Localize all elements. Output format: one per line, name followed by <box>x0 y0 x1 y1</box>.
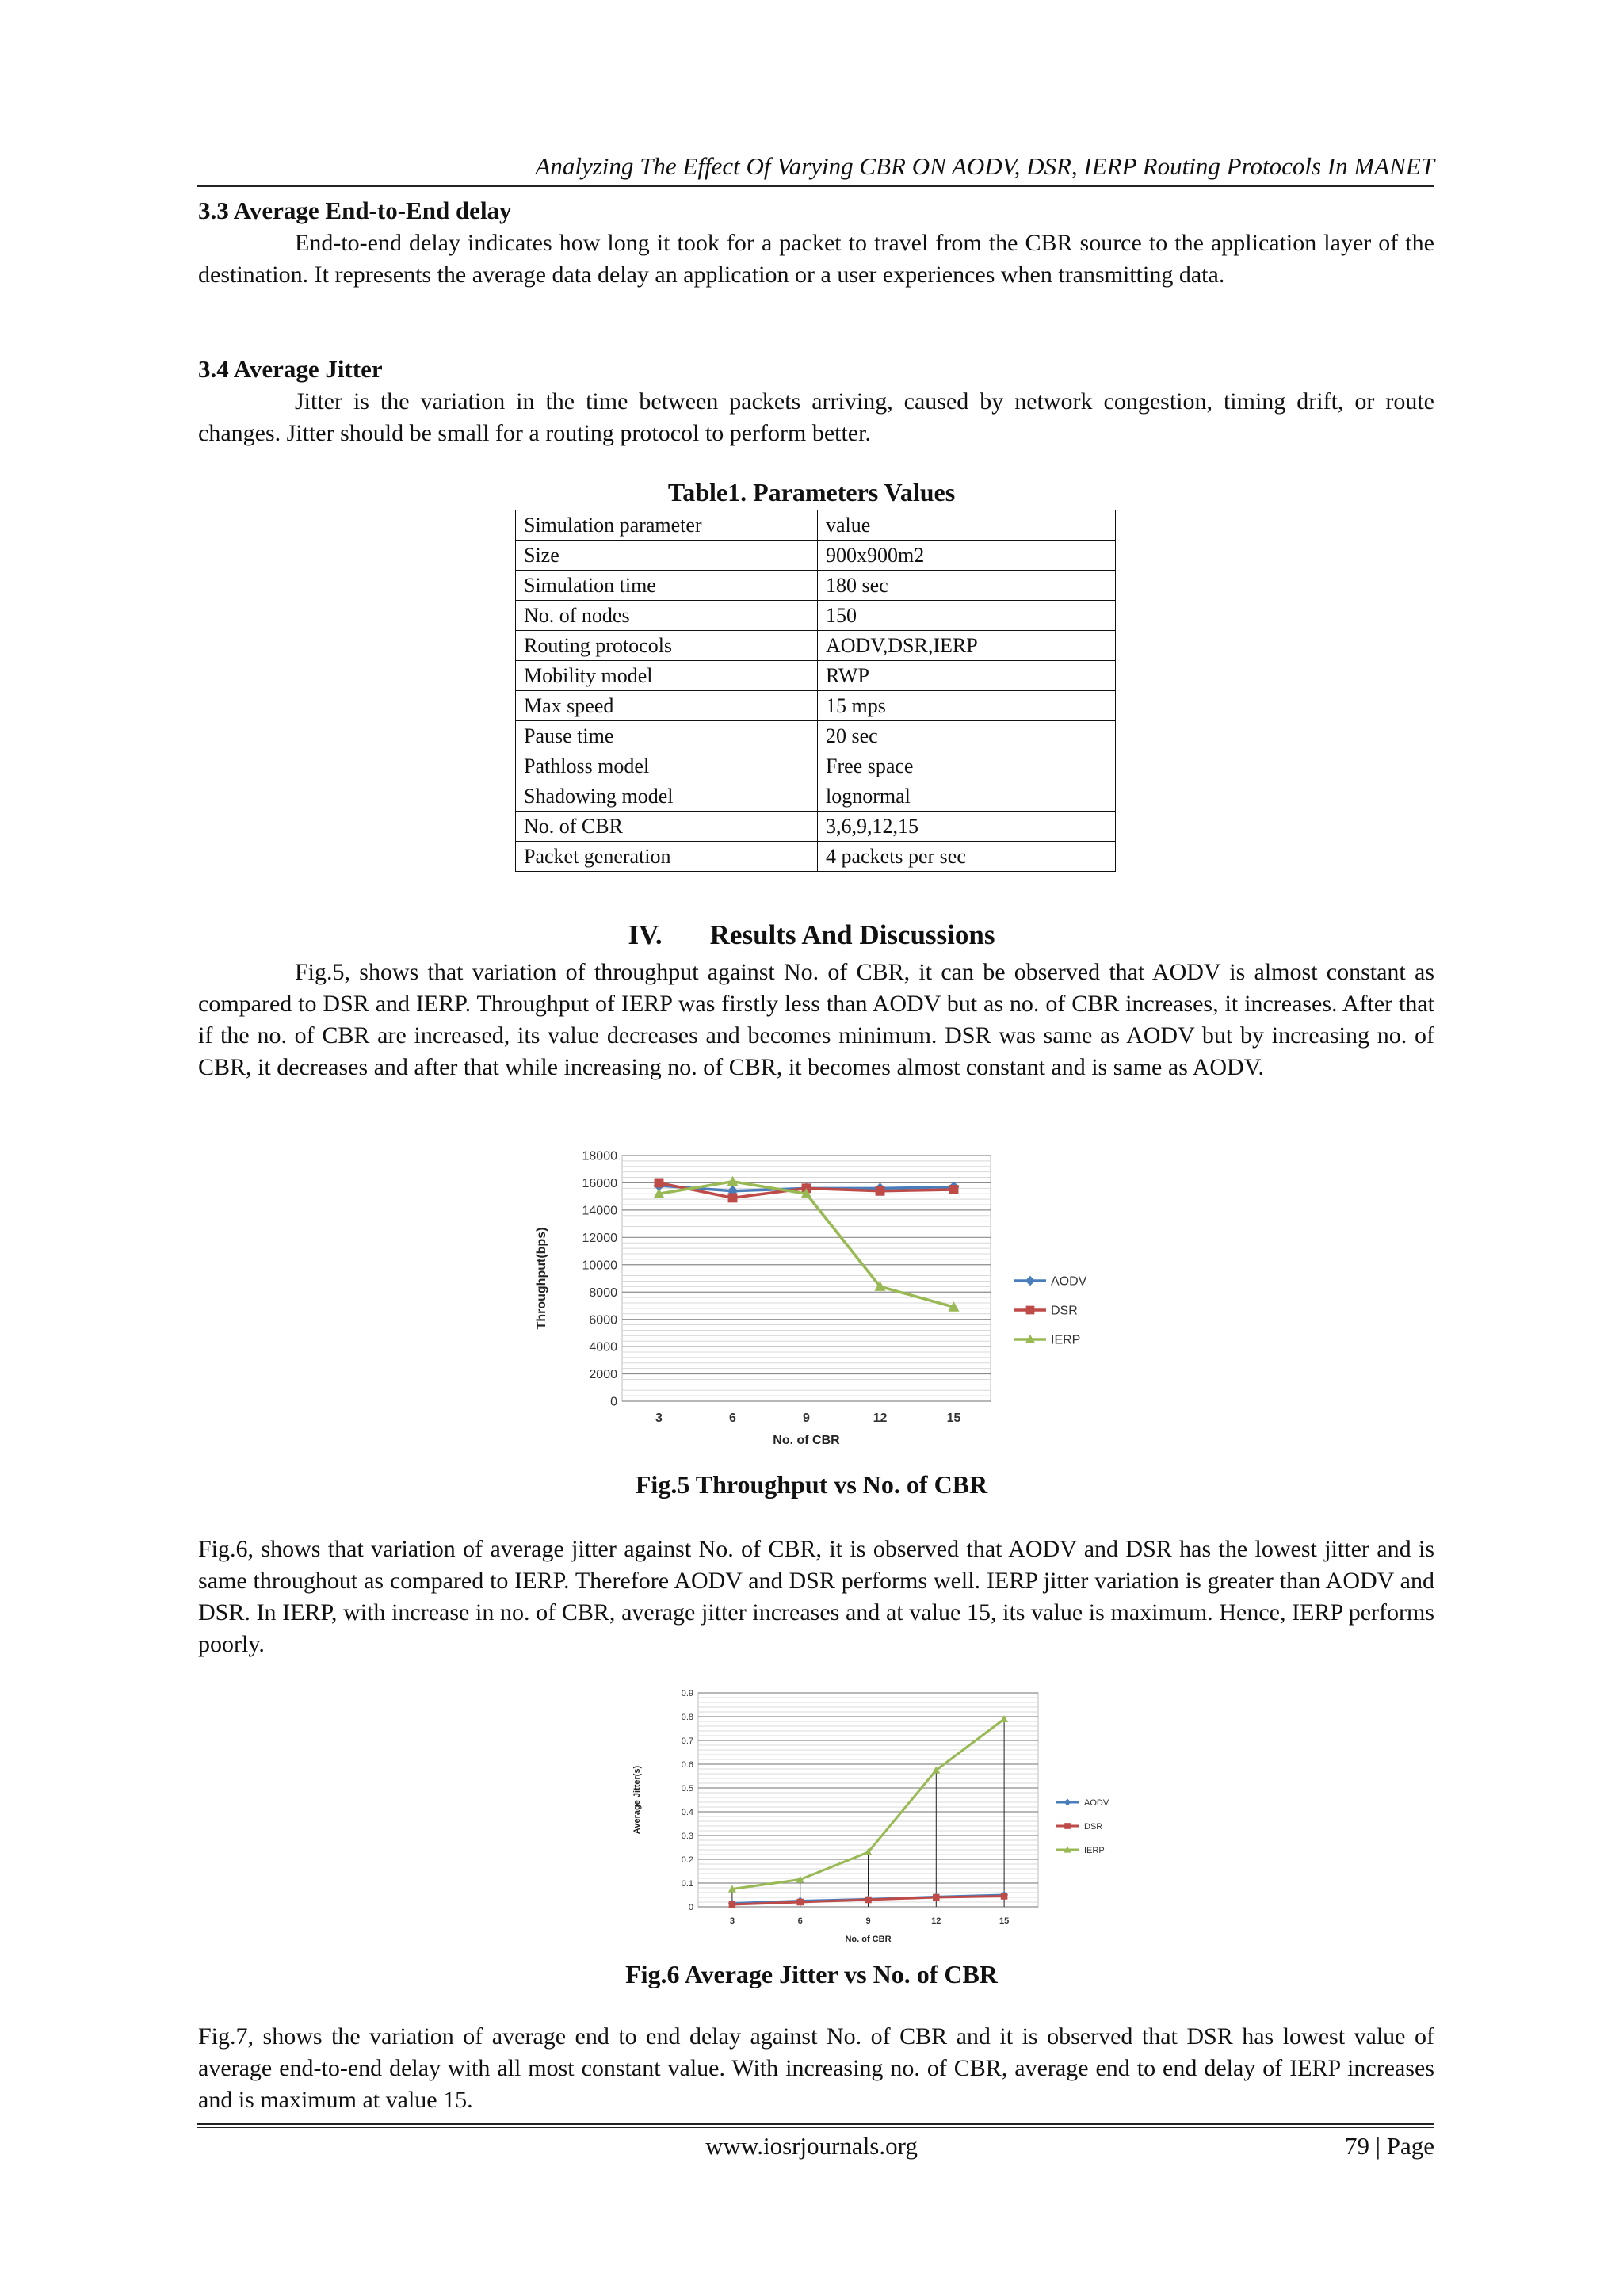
x-tick-label: 12 <box>873 1412 888 1425</box>
table-row <box>516 751 1116 781</box>
y-tick-label: 18000 <box>582 1149 617 1163</box>
y-tick-label: 0 <box>610 1395 617 1409</box>
table-row <box>516 541 1116 571</box>
value-cell: 3,6,9,12,15 <box>818 812 1116 842</box>
parameter-cell: Routing protocols <box>516 631 818 661</box>
y-tick-label: 0.5 <box>681 1783 693 1794</box>
header-rule <box>197 185 1434 187</box>
parameter-cell: Size <box>516 541 818 571</box>
square-marker <box>865 1897 872 1904</box>
table-row <box>516 661 1116 691</box>
y-tick-label: 4000 <box>589 1340 617 1354</box>
square-marker <box>876 1186 885 1196</box>
y-tick-label: 0.2 <box>681 1855 693 1865</box>
y-tick-label: 0.1 <box>681 1878 693 1889</box>
x-tick-label: 9 <box>803 1412 810 1425</box>
diamond-marker <box>1025 1276 1036 1286</box>
square-marker <box>949 1185 959 1194</box>
table-row <box>516 842 1116 872</box>
jitter-chart <box>622 1687 1145 1956</box>
table-row <box>516 571 1116 601</box>
throughput-chart <box>523 1140 1125 1480</box>
parameter-cell: Max speed <box>516 691 818 721</box>
y-tick-label: 0.8 <box>681 1712 693 1722</box>
value-cell: value <box>818 510 1116 541</box>
y-tick-label: 14000 <box>582 1204 617 1218</box>
footer-site: www.iosrjournals.org <box>705 2132 918 2160</box>
parameter-cell: Pathloss model <box>516 751 818 781</box>
y-tick-label: 0.3 <box>681 1831 693 1841</box>
parameter-cell: Simulation time <box>516 571 818 601</box>
table1-caption: Table1. Parameters Values <box>667 478 956 506</box>
table-row <box>516 812 1116 842</box>
section-3-3-body: End-to-end delay indicates how long it took for a packet to travel from the CBR source to the application layer of the destination. It represents the average data delay an application or a user experiences when transmitting data. <box>198 230 1434 288</box>
legend-label-ierp: IERP <box>1084 1845 1105 1855</box>
diamond-marker <box>1064 1799 1071 1806</box>
x-axis-label: No. of CBR <box>773 1434 840 1447</box>
table-row <box>516 781 1116 812</box>
value-cell: 180 sec <box>818 571 1116 601</box>
parameter-cell: Simulation parameter <box>516 510 818 541</box>
value-cell: 15 mps <box>818 691 1116 721</box>
square-marker <box>1064 1823 1071 1829</box>
table-row <box>516 510 1116 541</box>
x-tick-label: 6 <box>729 1412 736 1425</box>
value-cell: Free space <box>818 751 1116 781</box>
square-marker <box>1026 1306 1035 1315</box>
x-tick-label: 15 <box>946 1412 961 1425</box>
table-row <box>516 631 1116 661</box>
y-tick-label: 0.9 <box>681 1688 693 1698</box>
value-cell: 20 sec <box>818 721 1116 751</box>
section-heading-3-3: 3.3 Average End-to-End delay <box>198 197 512 224</box>
results-para-3: Fig.7, shows the variation of average end to end delay against No. of CBR and it is observed that DSR has lowest value of average end-to-end delay with all most constant value. With increasing no. of CBR, average end to end delay of IERP increases and is maximum at value 15. <box>198 2023 1434 2113</box>
section-heading-3-4: 3.4 Average Jitter <box>198 355 383 383</box>
y-tick-label: 0.4 <box>681 1807 693 1817</box>
y-tick-label: 0 <box>688 1902 693 1912</box>
value-cell: 4 packets per sec <box>818 842 1116 872</box>
y-tick-label: 10000 <box>582 1259 617 1273</box>
footer-rule <box>197 2123 1434 2125</box>
table-row <box>516 721 1116 751</box>
table-row <box>516 601 1116 631</box>
y-tick-label: 8000 <box>589 1286 617 1300</box>
y-tick-label: 12000 <box>582 1231 617 1245</box>
y-tick-label: 2000 <box>589 1368 617 1382</box>
fig6-caption: Fig.6 Average Jitter vs No. of CBR <box>625 1960 998 1988</box>
parameter-cell: No. of CBR <box>516 812 818 842</box>
section-number: IV. <box>628 919 663 950</box>
value-cell: RWP <box>818 661 1116 691</box>
footer-page-number: 79 | Page <box>1345 2132 1434 2160</box>
parameter-cell: Shadowing model <box>516 781 818 812</box>
y-axis-label: Average Jitter(s) <box>632 1765 642 1835</box>
footer-rule-thin <box>197 2127 1434 2128</box>
parameter-cell: Pause time <box>516 721 818 751</box>
x-tick-label: 3 <box>655 1412 663 1425</box>
section-3-4-body: Jitter is the variation in the time between packets arriving, caused by network congestion, timing drift, or route changes. Jitter should be small for a routing protocol to perform better. <box>198 388 1434 446</box>
legend-label-aodv: AODV <box>1084 1797 1109 1808</box>
y-tick-label: 6000 <box>589 1313 617 1328</box>
y-tick-label: 0.6 <box>681 1759 693 1770</box>
square-marker <box>796 1899 804 1906</box>
results-para-2: Fig.6, shows that variation of average jitter against No. of CBR, it is observed that AODV and DSR has the lowest jitter and is same throughout as compared to IERP. Therefore AODV and DSR performs well. IERP jitter variation is greater than AODV and DSR. In IERP, with increase in no. of CBR, average jitter increases and at value 15, its value is maximum. Hence, IERP performs poorly. <box>198 1536 1434 1657</box>
value-cell: lognormal <box>818 781 1116 812</box>
y-tick-label: 0.7 <box>681 1736 693 1746</box>
square-marker <box>655 1178 664 1187</box>
legend-label-dsr: DSR <box>1051 1304 1078 1318</box>
value-cell: 900x900m2 <box>818 541 1116 571</box>
x-tick-label: 15 <box>999 1916 1010 1926</box>
results-para-1: Fig.5, shows that variation of throughput against No. of CBR, it can be observed that AODV is almost constant as compared to DSR and IERP. Throughput of IERP was firstly less than AODV but as no. of CBR increases, it increases. After that if the no. of CBR are increased, its value decreases and becomes minimum. DSR was same as AODV but by increasing no. of CBR, it decreases and after that while increasing no. of CBR, it becomes almost constant and is same as AODV. <box>198 959 1434 1080</box>
x-tick-label: 3 <box>729 1916 735 1926</box>
y-tick-label: 16000 <box>582 1177 617 1191</box>
x-tick-label: 9 <box>865 1916 871 1926</box>
square-marker <box>933 1894 940 1901</box>
legend-label-dsr: DSR <box>1084 1821 1103 1832</box>
fig5-caption: Fig.5 Throughput vs No. of CBR <box>635 1470 988 1499</box>
x-axis-label: No. of CBR <box>845 1935 892 1944</box>
parameters-table <box>515 510 1116 872</box>
section-title-text: Results And Discussions <box>709 919 995 950</box>
parameter-cell: Mobility model <box>516 661 818 691</box>
running-header: Analyzing The Effect Of Varying CBR ON AODV, DSR, IERP Routing Protocols In MANET <box>535 152 1434 180</box>
value-cell: AODV,DSR,IERP <box>818 631 1116 661</box>
legend-label-ierp: IERP <box>1051 1333 1081 1347</box>
parameter-cell: Packet generation <box>516 842 818 872</box>
x-tick-label: 12 <box>931 1916 941 1926</box>
square-marker <box>1001 1893 1008 1900</box>
square-marker <box>728 1193 738 1202</box>
parameter-cell: No. of nodes <box>516 601 818 631</box>
y-axis-label: Throughput(bps) <box>535 1227 548 1330</box>
legend-label-aodv: AODV <box>1051 1274 1087 1289</box>
value-cell: 150 <box>818 601 1116 631</box>
table-row <box>516 691 1116 721</box>
section-title <box>0 919 1623 951</box>
square-marker <box>729 1901 736 1908</box>
x-tick-label: 6 <box>797 1916 803 1926</box>
